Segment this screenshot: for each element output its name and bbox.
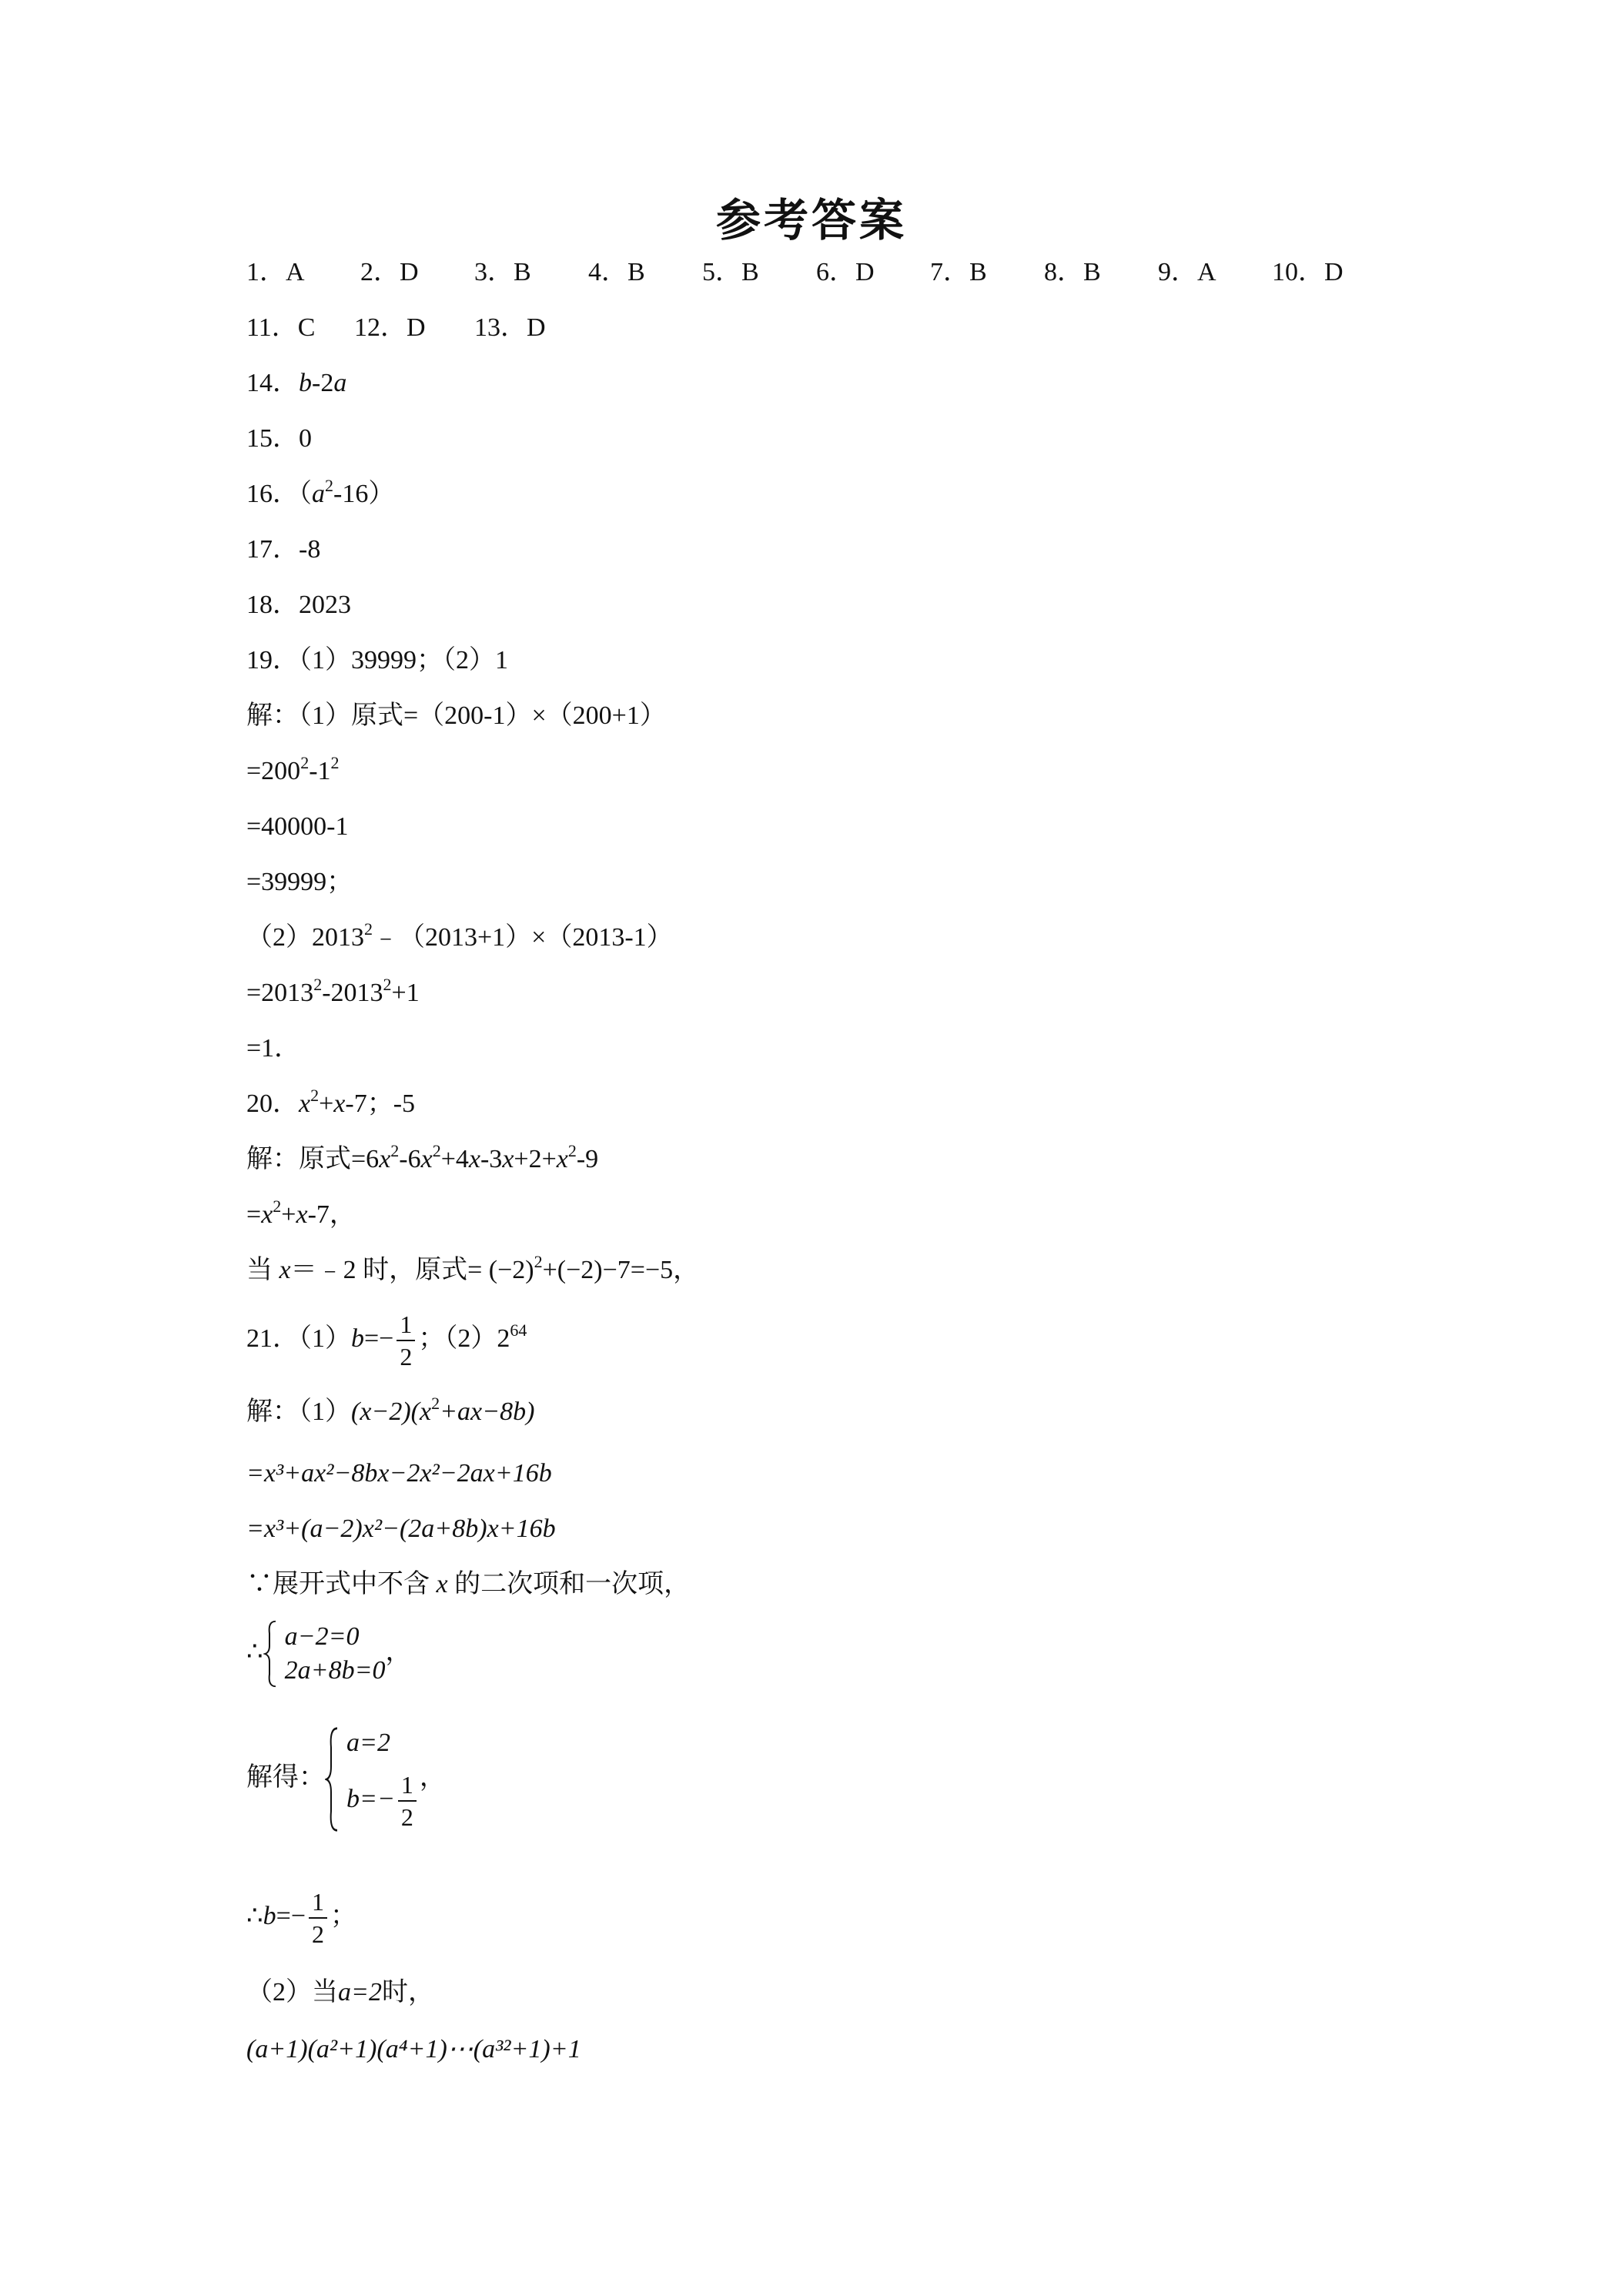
solution-19-step: $=200^2-1^2$: [246, 753, 340, 785]
answer-19: 19．（1）39999；（2）1: [246, 646, 508, 674]
mc-answer: 11．C: [246, 313, 316, 342]
mc-answer: 4．B: [588, 258, 645, 286]
answer-21: 21．（1）b=− $\frac{1}{2}$ ；$(2)2^{64}$: [246, 1310, 527, 1371]
mc-answer: 1．A: [246, 258, 305, 286]
solution-19-step: =40000-1: [246, 812, 349, 841]
left-brace-icon: [325, 1726, 339, 1832]
mc-answer: 12．D: [354, 313, 426, 342]
answer-20: 20．$x^2+x-7$；-5: [246, 1086, 416, 1118]
equation-row: a=2: [346, 1729, 390, 1757]
solution-21-step: ∵展开式中不含 x 的二次项和一次项，: [246, 1570, 691, 1598]
mc-answer: 3．B: [474, 258, 531, 286]
equation-system-1: ∴ a−2=0 2a+8b=0 ，: [246, 1620, 412, 1688]
answer-18: 18．2023: [246, 591, 351, 619]
solution-20-step: $=x^2+x-7$，: [246, 1197, 356, 1229]
equation-row: b=− $\frac{1}{2}$: [346, 1769, 420, 1832]
solution-19-step: $=2013^2-2013^2+1$: [246, 975, 420, 1007]
equation-system-2: 解得： a=2 b=− $\frac{1}{2}$ ，: [246, 1726, 446, 1832]
equation-row: a−2=0: [284, 1622, 360, 1651]
equation-row: 2a+8b=0: [284, 1656, 386, 1685]
left-brace-icon: [263, 1620, 277, 1688]
answer-16: 16．$(a^2-16)$: [246, 476, 395, 508]
mc-answer: 8．B: [1044, 258, 1101, 286]
solution-21-part-2: （2）当a=2时，: [246, 1978, 434, 2006]
page-title: 参考答案: [715, 194, 907, 246]
fraction: $\frac{1}{2}$: [309, 1886, 327, 1950]
mc-answer: 7．B: [930, 258, 987, 286]
equation-system: [325, 1726, 420, 1832]
answer-17: 17．-8: [246, 535, 321, 564]
solution-21-step: =x³+ax²−8bx−2x²−2ax+16b: [246, 1459, 552, 1488]
mc-answer: 10．D: [1272, 258, 1344, 286]
solution-21-conclusion: ∴b=− $\frac{1}{2}$ ；: [246, 1888, 356, 1948]
solution-19-step: =39999；: [246, 868, 353, 896]
solution-19-step: 解：（1）原式=（200-1）×（200+1）: [246, 701, 666, 730]
solution-20-step: 当 x＝﹣2 时，原式= $(-2)^2+(-2)-7=-5$，: [246, 1252, 700, 1284]
solution-21-step: =x³+(a−2)x²−(2a+8b)x+16b: [246, 1514, 556, 1543]
mc-answer: 6．D: [816, 258, 875, 286]
mc-answer: 5．B: [702, 258, 759, 286]
solution-21-step: (a+1)(a²+1)(a⁴+1)⋯(a³²+1)+1: [246, 2035, 581, 2063]
mc-answer: 13．D: [474, 313, 546, 342]
fraction: $\frac{1}{2}$: [398, 1769, 417, 1832]
solution-19-step: $(2)2013^2﹣(2013+1)\times(2013-1)$: [246, 919, 673, 952]
answer-14: 14．b-2a: [246, 369, 347, 397]
solution-20-step: 解：原式$=6x^2-6x^2+4x-3x+2+x^2-9$: [246, 1141, 599, 1173]
mc-answer: 2．D: [360, 258, 419, 286]
equation-system: [263, 1620, 386, 1688]
solution-19-step: =1．: [246, 1034, 301, 1063]
fraction: $\frac{1}{2}$: [397, 1309, 415, 1372]
answer-15: 15．0: [246, 424, 312, 453]
solution-21-step: 解：$(1)(x-2)(x^2+ax-8b)$: [246, 1394, 535, 1426]
mc-answer: 9．A: [1158, 258, 1216, 286]
